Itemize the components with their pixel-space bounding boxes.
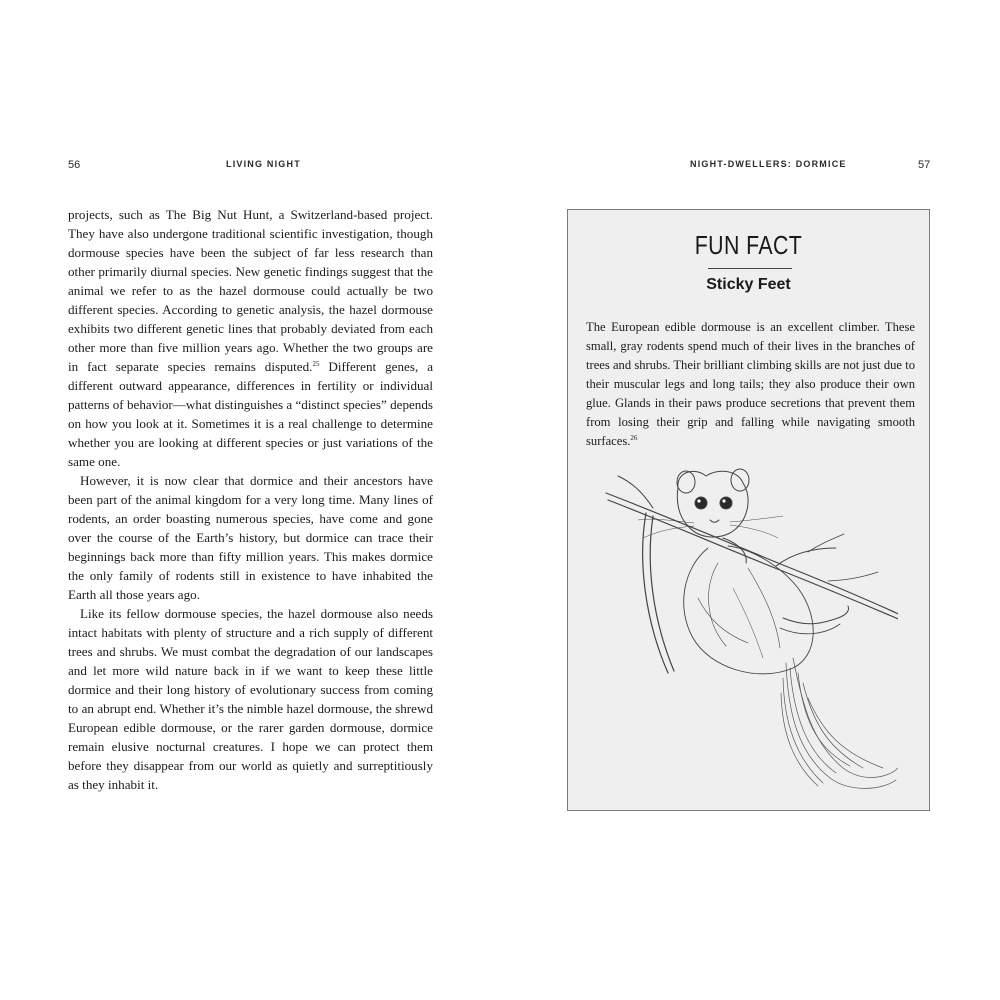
paragraph-1: projects, such as The Big Nut Hunt, a Switzerland-based project. They have also undergone traditional scientific investigation, though dormouse species have been the subject of far less research than other primarily diurnal species. New genetic findings suggest that the animal we refer to as the hazel dormouse could actually be two different species. According to genetic analysis, the hazel dormouse exhibits two different genetic lines that probably deviated from each other more than five million years ago. Whether the two groups are in fact separate species remains disputed.$^{25}$ Different genes, a different outward appearance, differences in fertility or individual patterns of behavior—what distinguishes a “distinct species” depends on how you look at it. Sometimes it is a real challenge to determine whether you are looking at different species or just variations of the same one. bbox=[68, 207, 434, 469]
body-text bbox=[68, 205, 433, 794]
paragraph-2: However, it is now clear that dormice and their ancestors have been part of the animal kingdom for a very long time. Many lines of rodents, an order boasting numerous species, have come and gone over the course of the Earth’s history, but dormice can trace their beginnings back more than fifty million years. This makes dormice the only family of rodents still in existence to have inhabited the Earth all those years ago. bbox=[68, 473, 433, 602]
sidebar-body: The European edible dormouse is an excellent climber. These small, gray rodents spend much of their lives in the branches of trees and shrubs. Their brilliant climbing skills are not just due to their muscular legs and long tails; they also produce their own glue. Glands in their paws produce secretions that prevent them from losing their grip and falling while navigating smooth surfaces.$^{26}$ bbox=[586, 320, 915, 448]
footnote-marker-25: 25 bbox=[312, 360, 320, 368]
head-drawing bbox=[638, 469, 783, 538]
tail-drawing bbox=[781, 658, 898, 788]
paragraph-3: Like its fellow dormouse species, the hazel dormouse also needs intact habitats with plenty of structure and a rich supply of different trees and shrubs. We must combat the degradation of our landscapes and let more wild nature back in if we want to keep these little dormice and their long history of evolutionary success from coming to an abrupt end. Whether it’s the nimble hazel dormouse, the shrewd European edible dormouse, or the rarer garden dormouse, dormice remain elusive nocturnal creatures. I hope we can protect them before they disappear from our world as quietly and surreptitiously as they inhabit it. bbox=[68, 606, 433, 792]
running-head-right: NIGHT-DWELLERS: DORMICE bbox=[690, 159, 847, 169]
title-divider bbox=[708, 268, 792, 269]
footnote-marker-26: 26 bbox=[630, 434, 638, 442]
dormouse-illustration bbox=[598, 468, 898, 798]
fun-fact-sidebar bbox=[567, 209, 930, 811]
sidebar-title: FUN FACT bbox=[694, 230, 803, 260]
running-head-left: LIVING NIGHT bbox=[226, 159, 301, 169]
page-number-left: 56 bbox=[68, 159, 81, 171]
sidebar-subtitle: Sticky Feet bbox=[706, 276, 791, 293]
page-number-right: 57 bbox=[918, 159, 931, 171]
